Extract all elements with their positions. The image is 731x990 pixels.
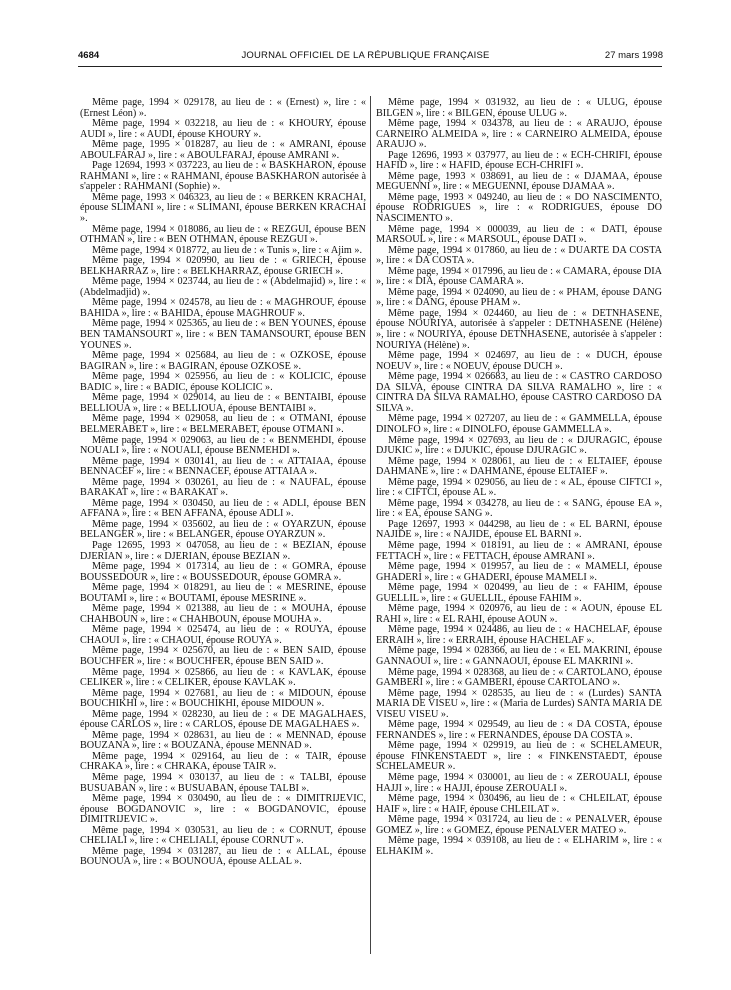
erratum-entry: Même page, 1994 × 029549, au lieu de : « DA COSTA, épouse FERNANDES », lire : « FERNANDES, épouse DA COSTA ».	[376, 719, 662, 741]
erratum-entry: Même page, 1994 × 017860, au lieu de : « DUARTE DA COSTA », lire : « DA COSTA ».	[376, 244, 662, 267]
erratum-entry: Même page, 1994 × 024460, au lieu de : « DETNHASENE, épouse NOURIYA, autorisée à s'appeler : DETNHASENE (Hélène) », lire : « NOURIYA, épouse DETNHASENE, autorisée à s'appeler : NOURIYA (Hélène) ».	[376, 307, 662, 351]
erratum-entry: Même page, 1994 × 024578, au lieu de : « MAGHROUF, épouse BAHIDA », lire : « BAHIDA, épouse MAGHROUF ».	[80, 297, 366, 319]
erratum-entry: Même page, 1994 × 023744, au lieu de : « (Abdelmajid) », lire : « (Abdelmadjid) ».	[80, 276, 366, 298]
erratum-entry: Même page, 1994 × 025866, au lieu de : « KAVLAK, épouse CELIKER », lire : « CELIKER, épouse KAVLAK ».	[80, 666, 366, 689]
header-rule	[78, 66, 662, 67]
erratum-entry: Même page, 1994 × 032218, au lieu de : « KHOURY, épouse AUDI », lire : « AUDI, épouse KHOURY ».	[80, 118, 366, 140]
erratum-entry: Même page, 1994 × 018086, au lieu de : « REZGUI, épouse BEN OTHMAN », lire : « BEN OTHMAN, épouse REZGUI ».	[80, 223, 366, 246]
erratum-entry: Même page, 1993 × 049240, au lieu de : « DO NASCIMENTO, épouse RODRIGUES », lire : « RODRIGUES, épouse DO NASCIMENTO ».	[376, 191, 662, 225]
journal-title: JOURNAL OFFICIEL DE LA RÉPUBLIQUE FRANÇAISE	[241, 50, 490, 61]
erratum-entry: Page 12696, 1993 × 037977, au lieu de : « ECH-CHRIFI, épouse HAFID », lire : « HAFID, épouse ECH-CHRIFI ».	[376, 149, 662, 172]
erratum-entry: Même page, 1994 × 020499, au lieu de : « FAHIM, épouse GUELLIL », lire : « GUELLIL, épouse FAHIM ».	[376, 582, 662, 604]
erratum-entry: Même page, 1994 × 026683, au lieu de : « CASTRO CARDOSO DA SILVA, épouse CINTRA DA SILVA RAMALHO », lire : « CINTRA DA SILVA RAMALHO, épouse CASTRO CARDOSO DA SILVA ».	[376, 371, 662, 414]
erratum-entry: Même page, 1994 × 000039, au lieu de : « DATI, épouse MARSOUL », lire : « MARSOUL, épouse DATI ».	[376, 223, 662, 246]
erratum-entry: Même page, 1994 × 031287, au lieu de : « ALLAL, épouse BOUNOUA », lire : « BOUNOUA, épouse ALLAL ».	[80, 845, 366, 868]
erratum-entry: Même page, 1994 × 030531, au lieu de : « CORNUT, épouse CHELIALI », lire : « CHELIALI, épouse CORNUT ».	[80, 824, 366, 847]
erratum-entry: Même page, 1994 × 021388, au lieu de : « MOUHA, épouse CHAHBOUN », lire : « CHAHBOUN, épouse MOUHA ».	[80, 603, 366, 625]
erratum-entry: Même page, 1994 × 029164, au lieu de : « TAIR, épouse CHRAKA », lire : « CHRAKA, épouse TAIR ».	[80, 750, 366, 773]
erratum-entry: Même page, 1994 × 025365, au lieu de : « BEN YOUNES, épouse BEN TAMANSOURT », lire : « BEN TAMANSOURT, épouse BEN YOUNES ».	[80, 318, 366, 351]
erratum-entry: Même page, 1994 × 028368, au lieu de : « CARTOLANO, épouse GAMBERI », lire : « GAMBERI, épouse CARTOLANO ».	[376, 666, 662, 689]
left-column	[80, 98, 366, 868]
erratum-entry: Même page, 1994 × 030137, au lieu de : « TALBI, épouse BUSUABAN », lire : « BUSUABAN, épouse TALBI ».	[80, 772, 366, 794]
erratum-entry: Même page, 1994 × 018772, au lieu de : « Tunis », lire : « Ajim ».	[92, 244, 363, 256]
erratum-entry: Même page, 1994 × 025684, au lieu de : « OZKOSE, épouse BAGIRAN », lire : « BAGIRAN, épouse OZKOSE ».	[80, 350, 366, 372]
erratum-entry: Même page, 1994 × 030496, au lieu de : « CHLEILAT, épouse HAIF », lire : « HAIF, épouse CHLEILAT ».	[376, 793, 662, 815]
erratum-entry: Même page, 1994 × 027681, au lieu de : « MIDOUN, épouse BOUCHIKHI », lire : « BOUCHIKHI, épouse MIDOUN ».	[80, 687, 366, 710]
issue-date: 27 mars 1998	[604, 50, 663, 61]
erratum-entry: Même page, 1994 × 029063, au lieu de : « BENMEHDI, épouse NOUALI », lire : « NOUALI, épouse BENMEHDI ».	[80, 434, 366, 457]
erratum-entry: Même page, 1994 × 030490, au lieu de : « DIMITRIJEVIC, épouse BOGDANOVIC », lire : « BOGDANOVIC, épouse DIMITRIJEVIC ».	[80, 793, 366, 826]
erratum-entry: Même page, 1994 × 030001, au lieu de : « ZEROUALI, épouse HAJJI », lire : « HAJJI, épouse ZEROUALI ».	[376, 772, 662, 794]
erratum-entry: Même page, 1994 × 024697, au lieu de : « DUCH, épouse NOEUV », lire : « NOEUV, épouse DUCH ».	[376, 350, 662, 372]
erratum-entry: Même page, 1994 × 020976, au lieu de : « AOUN, épouse EL RAHI », lire : « EL RAHI, épouse AOUN ».	[376, 603, 662, 625]
erratum-entry: Même page, 1994 × 028230, au lieu de : « DE MAGALHAES, épouse CARLOS », lire : « CARLOS, épouse DE MAGALHAES ».	[80, 708, 366, 731]
erratum-entry: Même page, 1994 × 028366, au lieu de : « EL MAKRINI, épouse GANNAOUI », lire : « GANNAOUI, épouse EL MAKRINI ».	[376, 645, 662, 667]
erratum-entry: Même page, 1994 × 027693, au lieu de : « DJURAGIC, épouse DJUKIC », lire : « DJUKIC, épouse DJURAGIC ».	[376, 434, 662, 457]
page-number: 4684	[78, 50, 100, 61]
erratum-entry: Même page, 1994 × 031724, au lieu de : « PENALVER, épouse GOMEZ », lire : « GOMEZ, épouse PENALVER MATEO ».	[376, 814, 662, 836]
erratum-entry: Même page, 1994 × 020990, au lieu de : « GRIECH, épouse BELKHARRAZ », lire : « BELKHARRAZ, épouse GRIECH ».	[80, 255, 366, 277]
erratum-entry: Même page, 1994 × 030450, au lieu de : « ADLI, épouse BEN AFFANA », lire : « BEN AFFANA, épouse ADLI ».	[80, 497, 366, 520]
page-header	[0, 48, 731, 64]
erratum-entry: Même page, 1994 × 019957, au lieu de : « MAMELI, épouse GHADERI », lire : « GHADERI, épouse MAMELI ».	[376, 561, 662, 583]
erratum-entry: Même page, 1994 × 039108, au lieu de : « ELHARIM », lire : « ELHAKIM ».	[376, 835, 662, 857]
erratum-entry: Même page, 1994 × 035602, au lieu de : « OYARZUN, épouse BELANGER », lire : « BELANGER, épouse OYARZUN ».	[80, 518, 366, 541]
right-column	[376, 98, 662, 857]
erratum-entry: Même page, 1994 × 028631, au lieu de : « MENNAD, épouse BOUZANA », lire : « BOUZANA, épouse MENNAD ».	[80, 729, 366, 752]
erratum-entry: Même page, 1994 × 034278, au lieu de : « SANG, épouse EA », lire : « EA, épouse SANG ».	[376, 497, 662, 520]
erratum-entry: Même page, 1994 × 017996, au lieu de : « CAMARA, épouse DIA », lire : « DIA, épouse CAMARA ».	[376, 265, 662, 288]
erratum-entry: Même page, 1994 × 030261, au lieu de : « NAUFAL, épouse BARAKAT », lire : « BARAKAT ».	[80, 476, 366, 499]
erratum-entry: Même page, 1994 × 029056, au lieu de : « AL, épouse CIFTCI », lire : « CIFTCI, épouse AL ».	[376, 476, 662, 499]
erratum-entry: Même page, 1994 × 025474, au lieu de : « ROUYA, épouse CHAOUI », lire : « CHAOUI, épouse ROUYA ».	[80, 624, 366, 646]
erratum-entry: Même page, 1994 × 025670, au lieu de : « BEN SAID, épouse BOUCHFER », lire : « BOUCHFER, épouse BEN SAID ».	[80, 645, 366, 667]
erratum-entry: Même page, 1994 × 028535, au lieu de : « (Lurdes) SANTA MARIA DE VISEU », lire : « (Maria de Lurdes) SANTA MARIA DE VISEU VISEU ».	[376, 687, 662, 720]
erratum-entry: Page 12694, 1993 × 037223, au lieu de : « BASKHARON, épouse RAHMANI », lire : « RAHMANI, épouse BASKHARON autorisée à s'appeler : RAHMANI (Sophie) ».	[80, 160, 366, 193]
erratum-entry: Même page, 1994 × 018191, au lieu de : « AMRANI, épouse FETTACH », lire : « FETTACH, épouse AMRANI ».	[376, 539, 662, 562]
erratum-entry: Même page, 1994 × 027207, au lieu de : « GAMMELLA, épouse DINOLFO », lire : « DINOLFO, épouse GAMMELLA ».	[376, 413, 662, 435]
erratum-entry: Même page, 1994 × 017314, au lieu de : « GOMRA, épouse BOUSSEDOUR », lire : « BOUSSEDOUR, épouse GOMRA ».	[80, 561, 366, 583]
erratum-entry: Même page, 1994 × 029014, au lieu de : « BENTAIBI, épouse BELLIOUA », lire : « BELLIOUA, épouse BENTAIBI ».	[80, 392, 366, 414]
column-divider	[370, 96, 371, 954]
erratum-entry: Même page, 1994 × 029178, au lieu de : « (Ernest) », lire : « (Ernest Léon) ».	[80, 97, 366, 119]
erratum-entry: Même page, 1994 × 024486, au lieu de : « HACHELAF, épouse ERRAIH », lire : « ERRAIH, épouse HACHELAF ».	[376, 624, 662, 646]
erratum-entry: Même page, 1994 × 031932, au lieu de : « ULUG, épouse BILGEN », lire : « BILGEN, épouse ULUG ».	[376, 97, 662, 119]
erratum-entry: Même page, 1994 × 018291, au lieu de : « MESRINE, épouse BOUTAMI », lire : « BOUTAMI, épouse MESRINE ».	[80, 582, 366, 604]
erratum-entry: Même page, 1994 × 024090, au lieu de : « PHAM, épouse DANG », lire : « DANG, épouse PHAM ».	[376, 286, 662, 309]
erratum-entry: Même page, 1994 × 029919, au lieu de : « SCHELAMEUR, épouse FINKENSTAEDT », lire : « FINKENSTAEDT, épouse SCHELAMEUR ».	[376, 740, 662, 773]
erratum-entry: Même page, 1994 × 025956, au lieu de : « KOLICIC, épouse BADIC », lire : « BADIC, épouse KOLICIC ».	[80, 371, 366, 393]
erratum-entry: Même page, 1994 × 034378, au lieu de : « ARAUJO, épouse CARNEIRO ALMEIDA », lire : « CARNEIRO ALMEIDA, épouse ARAUJO ».	[376, 118, 662, 151]
erratum-entry: Même page, 1995 × 018287, au lieu de : « AMRANI, épouse ABOULFARAJ », lire : « ABOULFARAJ, épouse AMRANI ».	[80, 139, 366, 161]
erratum-entry: Même page, 1994 × 029058, au lieu de : « OTMANI, épouse BELMERABET », lire : « BELMERABET, épouse OTMANI ».	[80, 413, 366, 435]
erratum-entry: Même page, 1994 × 028061, au lieu de : « ELTAIEF, épouse DAHMANE », lire : « DAHMANE, épouse ELTAIEF ».	[376, 455, 662, 478]
erratum-entry: Même page, 1993 × 038691, au lieu de : « DJAMAA, épouse MEGUENNI », lire : « MEGUENNI, épouse DJAMAA ».	[376, 170, 662, 193]
erratum-entry: Page 12697, 1993 × 044298, au lieu de : « EL BARNI, épouse NAJIDE », lire : « NAJIDE, épouse EL BARNI ».	[376, 518, 662, 541]
erratum-entry: Même page, 1994 × 030141, au lieu de : « ATTAIAA, épouse BENNACEF », lire : « BENNACEF, épouse ATTAIAA ».	[80, 455, 366, 478]
erratum-entry: Page 12695, 1993 × 047058, au lieu de : « BEZIAN, épouse DJERIAN », lire : « DJERIAN, épouse BEZIAN ».	[80, 539, 366, 562]
erratum-entry: Même page, 1993 × 046323, au lieu de : « BERKEN KRACHAI, épouse SLIMANI », lire : « SLIMANI, épouse BERKEN KRACHAI ».	[80, 191, 366, 225]
